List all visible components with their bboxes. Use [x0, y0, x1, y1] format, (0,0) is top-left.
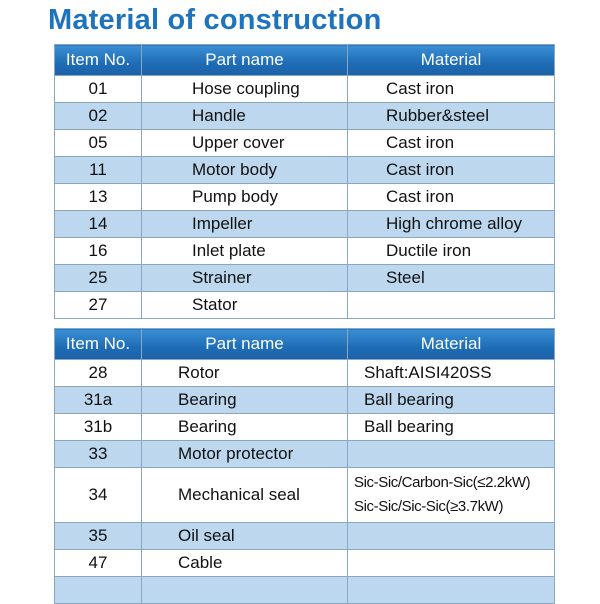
item-no-cell: 34 — [55, 468, 142, 523]
materials-table-2 — [54, 328, 555, 604]
material-line: Sic-Sic/Carbon-Sic(≤2.2kW) — [354, 474, 531, 491]
material-cell: High chrome alloy — [348, 211, 555, 238]
material-header: Material — [348, 45, 555, 76]
item-no-cell — [55, 577, 142, 604]
table-header-row — [55, 329, 555, 360]
part-name-cell: Mechanical seal — [142, 468, 348, 523]
table-header-row — [55, 45, 555, 76]
item-no-cell: 28 — [55, 360, 142, 387]
table-row — [55, 103, 555, 130]
material-cell: Ball bearing — [348, 387, 555, 414]
table-row — [55, 387, 555, 414]
item-no-cell: 11 — [55, 157, 142, 184]
page-title: Material of construction — [48, 4, 382, 36]
part-name-cell: Inlet plate — [142, 238, 348, 265]
part-name-header: Part name — [142, 329, 348, 360]
material-cell: Cast iron — [348, 76, 555, 103]
material-cell: Ball bearing — [348, 414, 555, 441]
item-no-cell: 14 — [55, 211, 142, 238]
item-no-cell: 02 — [55, 103, 142, 130]
part-name-cell: Bearing — [142, 414, 348, 441]
table-row — [55, 360, 555, 387]
part-name-cell: Pump body — [142, 184, 348, 211]
material-cell: Rubber&steel — [348, 103, 555, 130]
table-row — [55, 265, 555, 292]
item-no-cell: 31b — [55, 414, 142, 441]
table-row — [55, 238, 555, 265]
item-no-cell: 47 — [55, 550, 142, 577]
item-no-cell: 35 — [55, 523, 142, 550]
part-name-cell: Stator — [142, 292, 348, 319]
material-cell — [348, 292, 555, 319]
part-name-cell: Cable — [142, 550, 348, 577]
table-row — [55, 211, 555, 238]
material-cell — [348, 577, 555, 604]
part-name-cell — [142, 577, 348, 604]
material-cell: Shaft:AISI420SS — [348, 360, 555, 387]
material-cell: Cast iron — [348, 130, 555, 157]
item-no-cell: 33 — [55, 441, 142, 468]
table-row — [55, 550, 555, 577]
item-no-cell: 31a — [55, 387, 142, 414]
material-cell: Cast iron — [348, 184, 555, 211]
item-no-cell: 05 — [55, 130, 142, 157]
table-row — [55, 577, 555, 604]
material-cell — [348, 441, 555, 468]
item-no-cell: 01 — [55, 76, 142, 103]
table-row — [55, 157, 555, 184]
material-header: Material — [348, 329, 555, 360]
material-cell: Cast iron — [348, 157, 555, 184]
part-name-cell: Motor body — [142, 157, 348, 184]
part-name-cell: Hose coupling — [142, 76, 348, 103]
item-no-header: Item No. — [55, 45, 142, 76]
part-name-cell: Oil seal — [142, 523, 348, 550]
part-name-cell: Handle — [142, 103, 348, 130]
material-cell — [348, 550, 555, 577]
table-row — [55, 292, 555, 319]
item-no-cell: 13 — [55, 184, 142, 211]
table-row — [55, 468, 555, 523]
part-name-cell: Bearing — [142, 387, 348, 414]
item-no-cell: 27 — [55, 292, 142, 319]
part-name-cell: Impeller — [142, 211, 348, 238]
table-row — [55, 130, 555, 157]
part-name-cell: Rotor — [142, 360, 348, 387]
part-name-cell: Motor protector — [142, 441, 348, 468]
material-cell — [348, 523, 555, 550]
material-cell: Steel — [348, 265, 555, 292]
material-cell — [348, 468, 555, 523]
materials-table-1 — [54, 44, 555, 319]
table-row — [55, 76, 555, 103]
table-row — [55, 184, 555, 211]
material-cell: Ductile iron — [348, 238, 555, 265]
part-name-cell: Strainer — [142, 265, 348, 292]
item-no-header: Item No. — [55, 329, 142, 360]
part-name-cell: Upper cover — [142, 130, 348, 157]
item-no-cell: 25 — [55, 265, 142, 292]
item-no-cell: 16 — [55, 238, 142, 265]
table-row — [55, 441, 555, 468]
table-row — [55, 414, 555, 441]
material-line: Sic-Sic/Sic-Sic(≥3.7kW) — [354, 498, 504, 515]
table-row — [55, 523, 555, 550]
part-name-header: Part name — [142, 45, 348, 76]
